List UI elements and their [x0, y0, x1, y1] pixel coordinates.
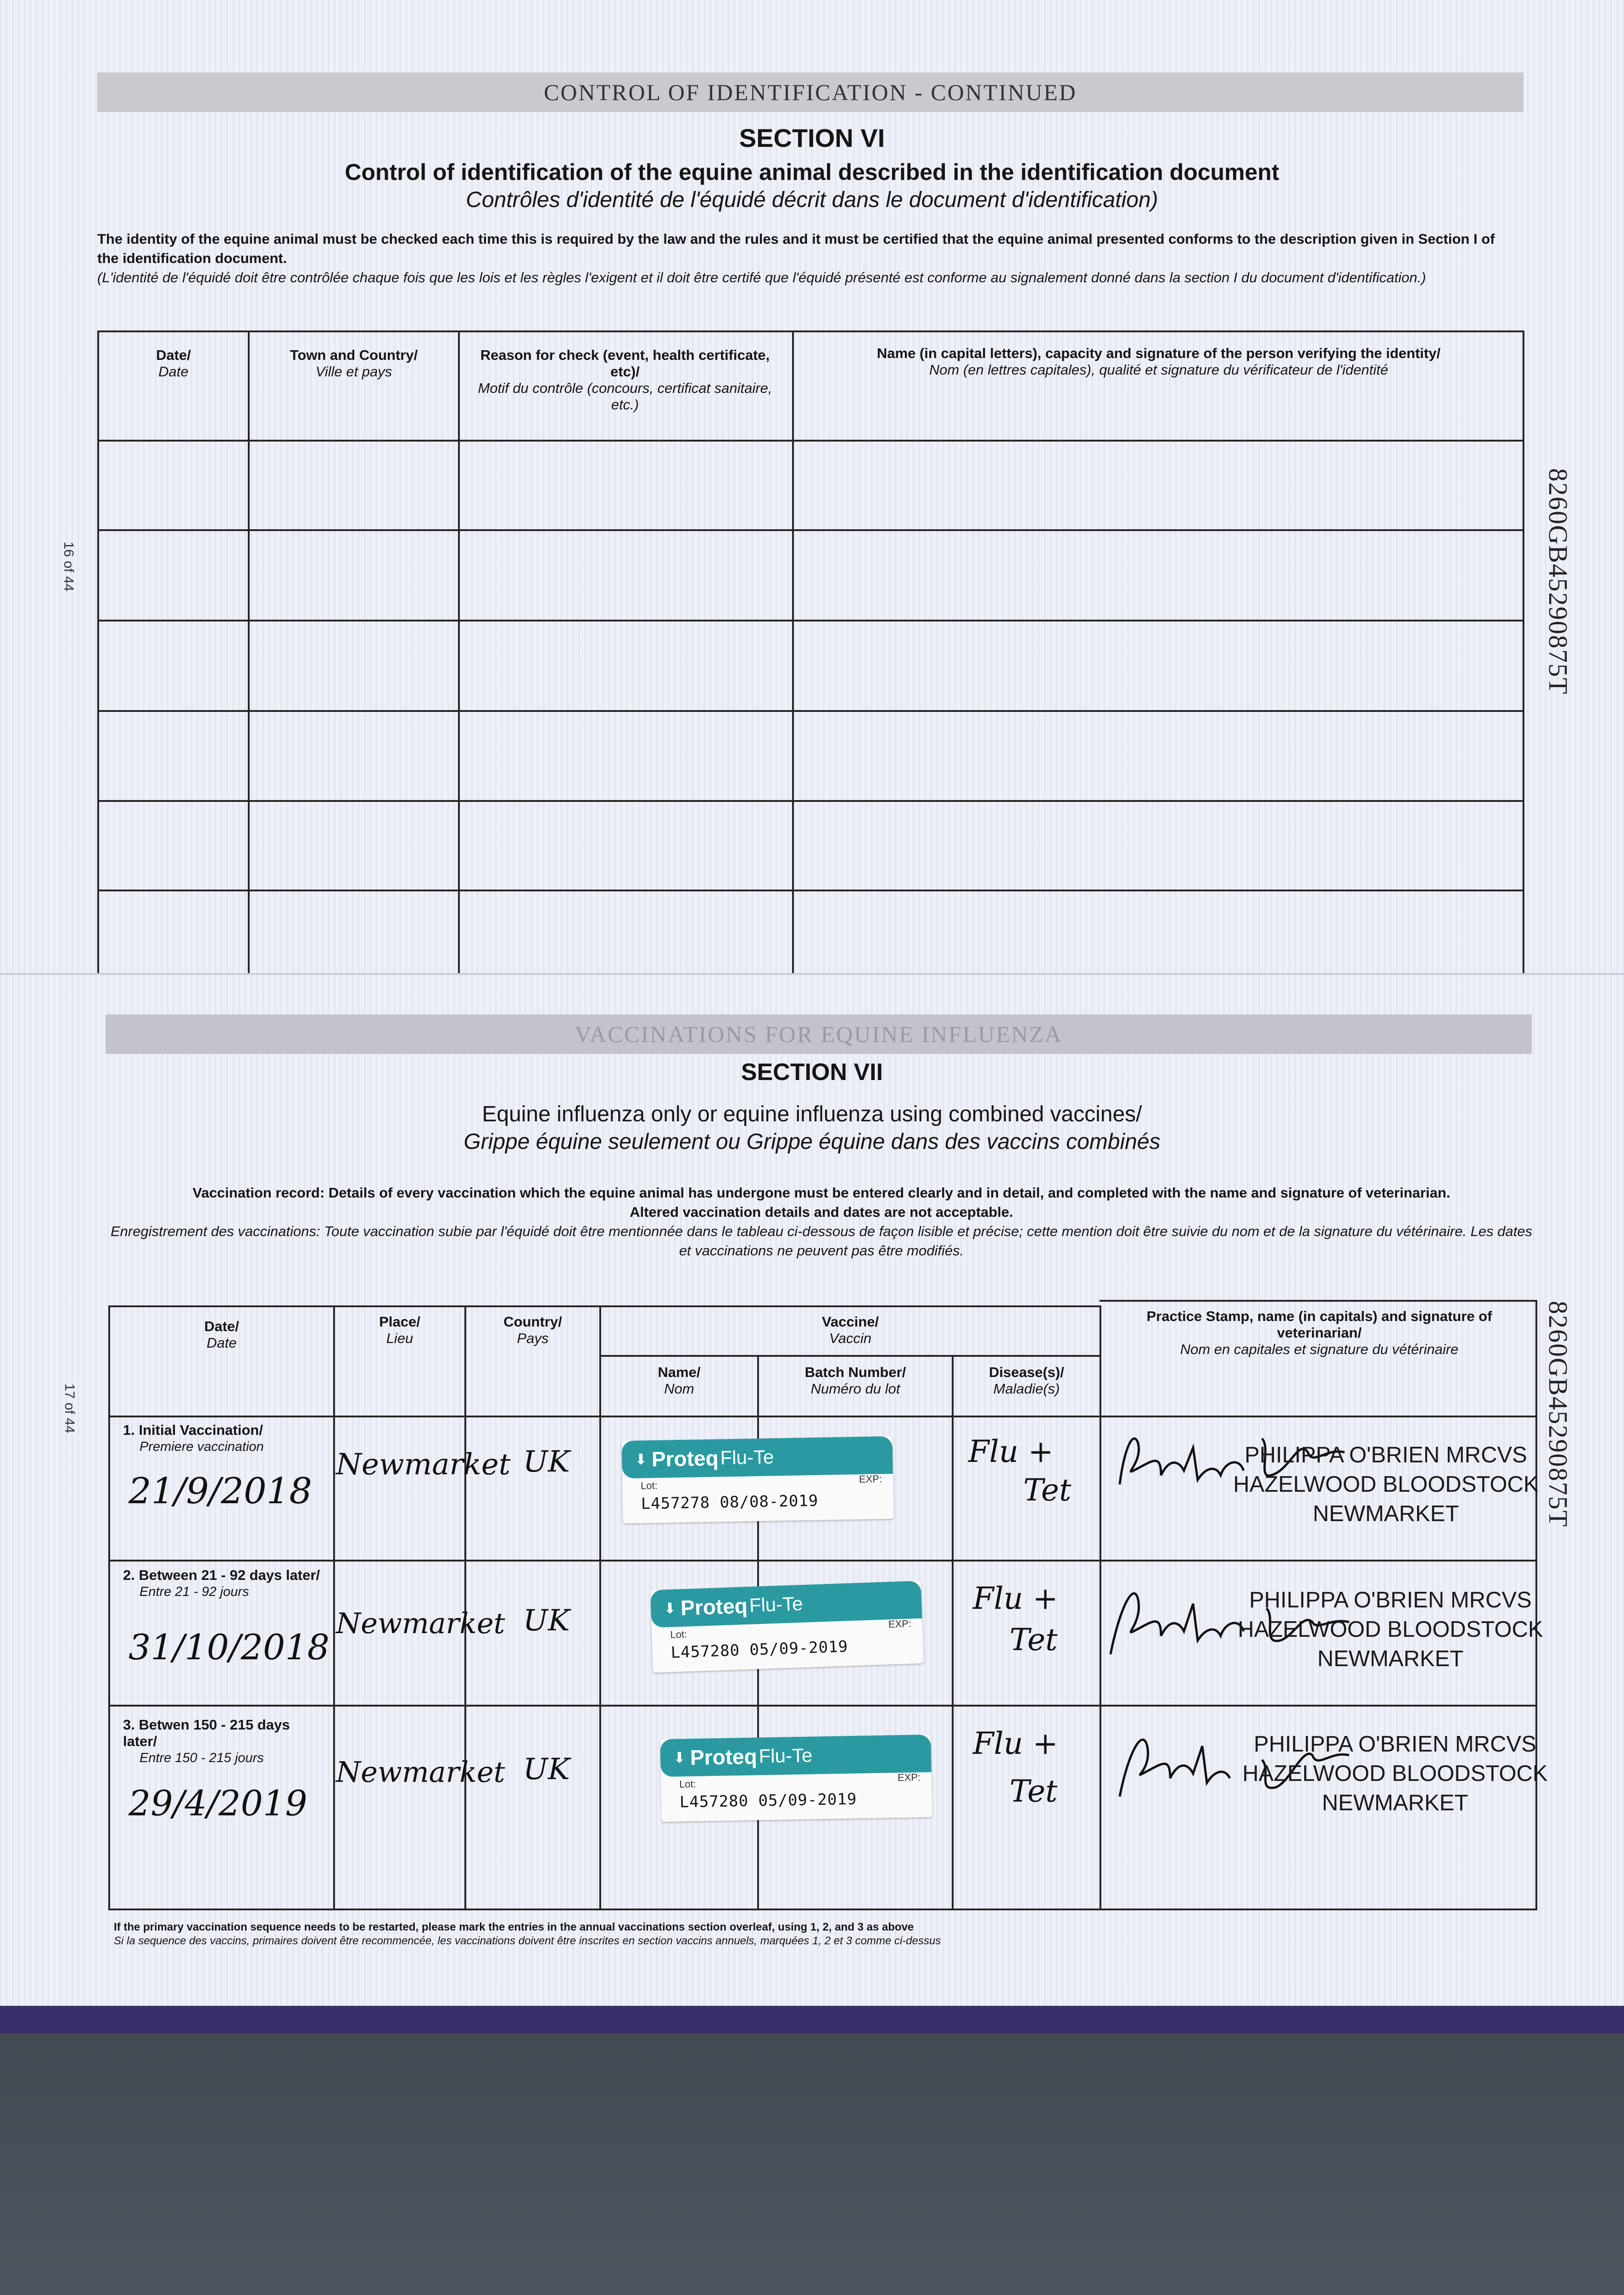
record-en-2: Altered vaccination details and dates are not acceptable. [630, 1204, 1013, 1220]
sticker-band: ⬇ Proteq Flu-Te [650, 1581, 922, 1628]
section-vi-intro [97, 230, 1520, 287]
sticker-band: ⬇ Proteq Flu-Te [660, 1735, 931, 1777]
col-header-country: Country/ Pays [503, 1314, 562, 1346]
row-1-disease-2: Tet [1023, 1472, 1072, 1508]
document-id-bottom: 8260GB45290875T [1543, 1301, 1573, 1528]
row-2-disease-1: Flu + [973, 1581, 1058, 1616]
section-vii-banner: VACCINATIONS FOR EQUINE INFLUENZA [106, 1014, 1532, 1054]
download-arrow-icon: ⬇ [673, 1749, 686, 1766]
section-vi-heading: SECTION VI [739, 123, 885, 152]
page-section-vii [0, 973, 1624, 2008]
row-2-label: 2. Between 21 - 92 days later/ Entre 21 - 92 jours [123, 1567, 320, 1599]
row-3-vaccine-sticker: ⬇ Proteq Flu-Te Lot: EXP: L457280 05/09-2019 [660, 1735, 932, 1822]
row-1-date: 21/9/2018 [128, 1471, 312, 1512]
download-arrow-icon: ⬇ [663, 1600, 676, 1617]
col-header-verifier: Name (in capital letters), capacity and signature of the person verifying the identity/ Nom (en lettres capitales), qualité et signature du vérificateur de l'identité [876, 345, 1441, 378]
section-vii-heading: SECTION VII [741, 1059, 883, 1086]
col-header-date: Date/ Date [204, 1318, 239, 1351]
row-2-disease-2: Tet [1010, 1622, 1058, 1657]
page-number-16: 16 of 44 [61, 542, 76, 592]
col-header-practice-stamp: Practice Stamp, name (in capitals) and signature of veterinarian/ Nom en capitales et signature du vétérinaire [1146, 1308, 1492, 1357]
section-vi-title-en: Control of identification of the equine animal described in the identification document [345, 159, 1279, 185]
row-1-place: Newmarket [336, 1448, 511, 1482]
sticker-band: ⬇ Proteq Flu-Te [621, 1436, 893, 1478]
row-3-batch: L457280 05/09-2019 [679, 1790, 857, 1812]
row-1-disease-1: Flu + [968, 1434, 1054, 1469]
row-3-disease-2: Tet [1010, 1774, 1058, 1809]
section-vii-record-text [110, 1183, 1533, 1260]
section-vi-title-fr: Contrôles d'identité de l'équidé décrit dans le document d'identification) [466, 188, 1158, 212]
section-vii-title-en: Equine influenza only or equine influenza using combined vaccines/ [482, 1102, 1142, 1126]
footnote-en: If the primary vaccination sequence needs to be restarted, please mark the entries in the annual vaccinations section overleaf, using 1, 2, and 3 as above [114, 1921, 914, 1933]
row-1-batch: L457278 08/08-2019 [641, 1491, 819, 1513]
row-3-label: 3. Betwen 150 - 215 days later/ Entre 150 - 215 jours [123, 1717, 290, 1765]
col-header-reason: Reason for check (event, health certificate, etc)/ Motif du contrôle (concours, certificat sanitaire, etc.) [478, 347, 772, 413]
row-3-disease-1: Flu + [973, 1726, 1058, 1761]
row-2-vaccine-sticker: ⬇ Proteq Flu-Te Lot: EXP: L457280 05/09-2019 [650, 1581, 924, 1673]
page-number-17: 17 of 44 [62, 1383, 77, 1433]
row-2-country: UK [523, 1604, 570, 1638]
col-header-vaccine: Vaccine/ Vaccin [821, 1314, 879, 1346]
row-1-label: 1. Initial Vaccination/ Premiere vaccination [123, 1422, 264, 1454]
col-header-disease: Disease(s)/ Maladie(s) [989, 1364, 1064, 1397]
col-header-place: Place/ Lieu [379, 1314, 420, 1346]
col-header-date: Date/ Date [156, 347, 191, 380]
row-1-country: UK [523, 1445, 570, 1479]
row-2-date: 31/10/2018 [128, 1627, 330, 1668]
col-header-batch: Batch Number/ Numéro du lot [804, 1364, 906, 1397]
row-2-practice-stamp: PHILIPPA O'BRIEN MRCVS HAZELWOOD BLOODSTOCK NEWMARKET [1238, 1588, 1543, 1671]
footnote-fr: Si la sequence des vaccins, primaires doivent être recommencée, les vaccinations doivent être inscrites en section vaccins annuels, marquées 1, 2 et 3 comme ci-dessus [114, 1935, 941, 1947]
row-3-date: 29/4/2019 [128, 1783, 307, 1824]
row-2-batch: L457280 05/09-2019 [670, 1637, 848, 1662]
section-vii-footnote [114, 1920, 1536, 1948]
background-surface [0, 2033, 1624, 2295]
row-3-place: Newmarket [336, 1755, 505, 1789]
section-vii-title-fr: Grippe équine seulement ou Grippe équine dans des vaccins combinés [463, 1130, 1161, 1154]
document-id-top: 8260GB45290875T [1543, 468, 1573, 695]
passport-cover-edge [0, 2006, 1624, 2033]
page-section-vi [0, 0, 1624, 973]
record-en: Vaccination record: Details of every vaccination which the equine animal has undergone must be entered clearly and in detail, and completed with the name and signature of veterinarian. [192, 1185, 1451, 1201]
intro-en: The identity of the equine animal must be checked each time this is required by the law and the rules and it must be certified that the equine animal presented conforms to the description given in Section I of the identification document. [97, 231, 1495, 266]
row-2-place: Newmarket [336, 1606, 505, 1640]
row-1-practice-stamp: PHILIPPA O'BRIEN MRCVS HAZELWOOD BLOODSTOCK NEWMARKET [1233, 1443, 1539, 1526]
intro-fr: (L'identité de l'équidé doit être contrôlée chaque fois que les lois et les règles l'exigent et il doit être certifé que l'équidé présenté est conforme au signalement donné dans la section I du document d'identification.) [97, 269, 1426, 285]
col-header-town-country: Town and Country/ Ville et pays [290, 347, 418, 380]
record-fr: Enregistrement des vaccinations: Toute vaccination subie par l'équidé doit être mentionnée dans le tableau ci-dessous de façon lisible et précise; cette mention doit être suivie du nom et de la signature du vétérinaire. Les dates et vaccinations ne peuvent pas être modifiés. [110, 1223, 1532, 1259]
row-3-country: UK [523, 1752, 570, 1786]
section-vi-banner: CONTROL OF IDENTIFICATION - CONTINUED [97, 73, 1524, 112]
row-3-practice-stamp: PHILIPPA O'BRIEN MRCVS HAZELWOOD BLOODSTOCK NEWMARKET [1242, 1732, 1548, 1815]
download-arrow-icon: ⬇ [634, 1451, 647, 1468]
col-header-vaccine-name: Name/ Nom [658, 1364, 701, 1397]
row-1-vaccine-sticker: ⬇ Proteq Flu-Te Lot: EXP: L457278 08/08-2019 [621, 1436, 893, 1523]
